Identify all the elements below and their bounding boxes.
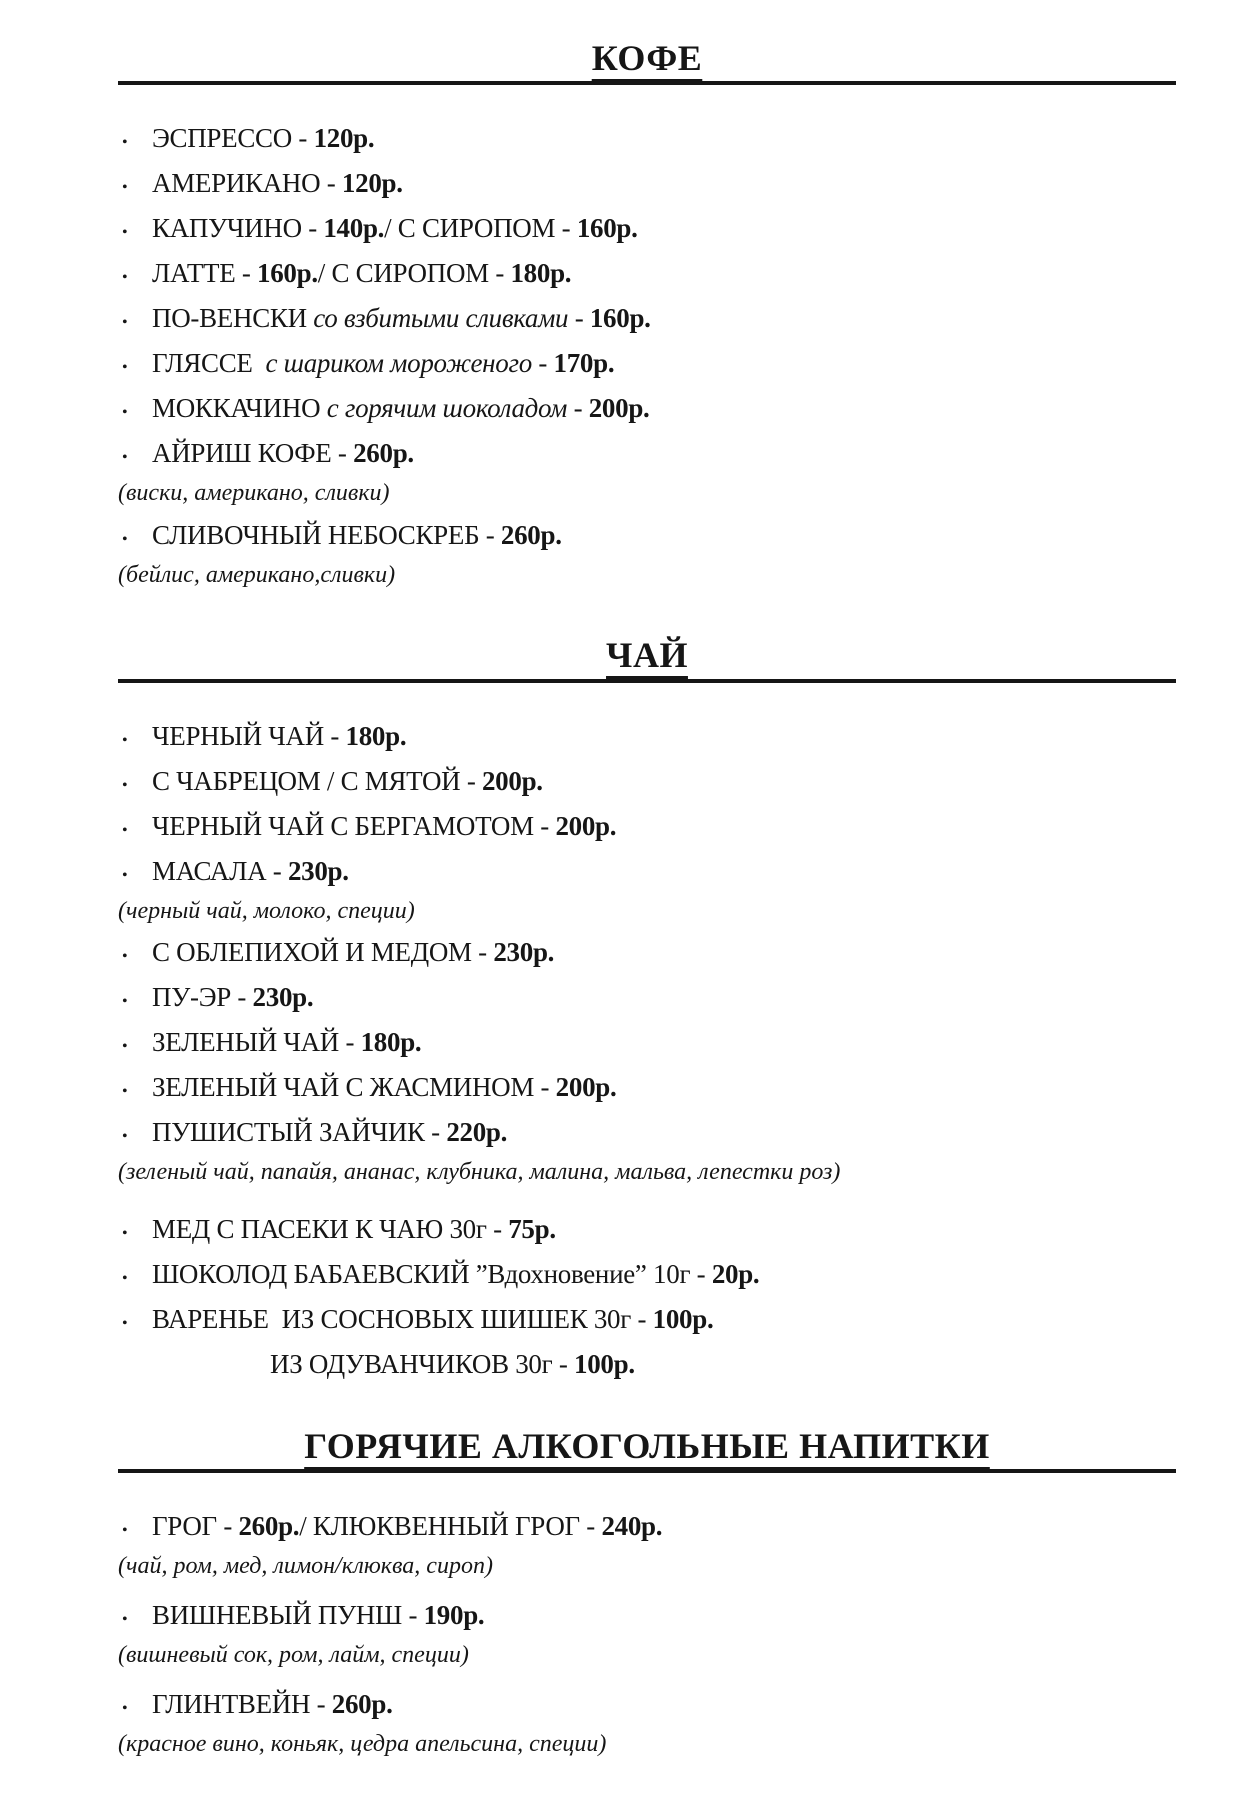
menu-section [118, 635, 1176, 1379]
menu-item-text [152, 1027, 421, 1057]
item-name-text: ПО-ВЕНСКИ [152, 303, 314, 334]
item-name-text: - [531, 348, 554, 379]
item-name-text: С ОБЛЕПИХОЙ И МЕДОМ - [152, 937, 494, 968]
price-text: 160р. [576, 213, 638, 244]
menu-item-note [118, 480, 1176, 507]
section-title: КОФЕ [591, 38, 703, 78]
menu-item-note [118, 1159, 1176, 1186]
section-heading [118, 38, 1176, 85]
item-name-text: КАПУЧИНО - [152, 213, 324, 244]
price-text: 180р. [360, 1027, 422, 1058]
menu-item-text [152, 1600, 484, 1630]
bullet-icon: • [122, 449, 128, 467]
ingredients-text: (вишневый сок, ром, лайм, специи) [118, 1641, 469, 1668]
section-title: ЧАЙ [606, 635, 688, 676]
price-text: 180р. [345, 720, 407, 751]
menu-section [118, 1426, 1176, 1758]
menu-item-text [152, 1259, 759, 1289]
menu-group [118, 1214, 1176, 1379]
bullet-icon: • [122, 1610, 128, 1628]
menu-item [118, 1511, 1176, 1544]
ingredients-text: (виски, американо, сливки) [118, 480, 390, 507]
ingredients-text: (бейлис, американо,сливки) [118, 562, 396, 589]
menu-item-text [152, 1511, 662, 1541]
menu-item-text [152, 721, 406, 751]
menu-item-text [152, 348, 614, 378]
menu-item-text [152, 438, 414, 468]
menu-item [118, 937, 1176, 970]
price-text: 230р. [493, 937, 555, 968]
menu-item [118, 213, 1176, 246]
section-title: ГОРЯЧИЕ АЛКОГОЛЬНЫЕ НАПИТКИ [304, 1425, 990, 1466]
item-name-text: / С СИРОПОМ - [384, 213, 577, 244]
bullet-icon: • [122, 134, 128, 152]
menu-group [118, 123, 1176, 589]
item-name-text: ЧЕРНЫЙ ЧАЙ С БЕРГАМОТОМ - [152, 810, 556, 841]
ingredients-text: (зеленый чай, папайя, ананас, клубника, малина, мальва, лепестки роз) [118, 1159, 841, 1186]
item-name-text: ЗЕЛЕНЫЙ ЧАЙ - [152, 1027, 361, 1058]
menu-item-text [152, 213, 638, 243]
item-name-text: ГЛИНТВЕЙН - [152, 1688, 332, 1719]
section-heading [118, 1426, 1176, 1473]
menu-group [118, 1689, 1176, 1758]
menu-item [118, 1259, 1176, 1292]
price-text: 260р. [331, 1688, 393, 1719]
bullet-icon: • [122, 314, 128, 332]
menu-item-text [152, 1689, 393, 1719]
item-name-text: - [567, 393, 589, 424]
price-text: 180р. [510, 258, 572, 289]
menu-group [118, 1600, 1176, 1669]
menu-item-text [152, 1072, 616, 1102]
menu-item-note [118, 898, 1176, 925]
price-text: 260р. [500, 520, 562, 551]
item-name-text: МАСАЛА - [152, 855, 288, 886]
bullet-icon: • [122, 404, 128, 422]
menu-item [118, 811, 1176, 844]
section-heading [118, 635, 1176, 682]
item-name-text: С ЧАБРЕЦОМ / С МЯТОЙ - [152, 765, 482, 796]
item-name-text: ВАРЕНЬЕ ИЗ СОСНОВЫХ ШИШЕК 30г - [152, 1304, 653, 1335]
item-name-text: ПУШИСТЫЙ ЗАЙЧИК - [152, 1117, 447, 1148]
menu-item [118, 1072, 1176, 1105]
item-name-text: ПУ-ЭР - [152, 982, 253, 1013]
price-text: 200р. [588, 393, 650, 424]
item-name-text: ИЗ ОДУВАНЧИКОВ 30г - [270, 1349, 575, 1380]
item-name-text: ЗЕЛЕНЫЙ ЧАЙ С ЖАСМИНОМ - [152, 1072, 556, 1103]
menu-item [118, 1214, 1176, 1247]
ingredients-text: (черный чай, молоко, специи) [118, 897, 415, 924]
ingredients-text: (чай, ром, мед, лимон/клюква, сироп) [118, 1552, 493, 1579]
price-text: 230р. [252, 982, 314, 1013]
menu-group [118, 1511, 1176, 1580]
price-text: 120р. [313, 123, 375, 154]
menu-group [118, 721, 1176, 1187]
menu-item [118, 1600, 1176, 1633]
menu-item [118, 438, 1176, 471]
price-text: 100р. [652, 1304, 714, 1335]
menu-item-text [152, 1214, 556, 1244]
bullet-icon: • [122, 1083, 128, 1101]
item-name-text: ЧЕРНЫЙ ЧАЙ - [152, 720, 346, 751]
price-text: 120р. [341, 168, 403, 199]
bullet-icon: • [122, 1270, 128, 1288]
bullet-icon: • [122, 269, 128, 287]
price-text: 160р. [589, 303, 651, 334]
bullet-icon: • [122, 821, 128, 839]
price-text: 260р. [238, 1510, 300, 1541]
menu-item [118, 766, 1176, 799]
menu-item-text [152, 520, 562, 550]
price-text: 75р. [508, 1214, 556, 1245]
menu-item-text [152, 1304, 713, 1334]
item-name-text: ЛАТТЕ - [152, 258, 258, 289]
price-text: 230р. [287, 855, 349, 886]
item-name-text: ШОКОЛОД БАБАЕВСКИЙ ”Вдохновение” 10г - [152, 1259, 712, 1290]
bullet-icon: • [122, 1521, 128, 1539]
menu-item-text [152, 937, 554, 967]
menu-item [118, 721, 1176, 754]
price-text: 260р. [353, 438, 414, 469]
menu-item [118, 520, 1176, 553]
menu-item-text [152, 303, 651, 333]
bullet-icon: • [122, 993, 128, 1011]
item-name-text: ЭСПРЕССО - [152, 123, 314, 154]
bullet-icon: • [122, 1699, 128, 1717]
menu-item-text [152, 856, 349, 886]
price-text: 200р. [555, 810, 617, 841]
bullet-icon: • [122, 1315, 128, 1333]
price-text: 140р. [323, 213, 385, 244]
price-text: 240р. [601, 1510, 663, 1541]
description-text: с горячим шоколадом [326, 393, 568, 424]
price-text: 170р. [553, 348, 615, 379]
menu-item [118, 348, 1176, 381]
bullet-icon: • [122, 359, 128, 377]
bullet-icon: • [122, 948, 128, 966]
bullet-icon: • [122, 731, 128, 749]
menu-item-text [152, 811, 616, 841]
menu-item [118, 982, 1176, 1015]
menu-item [118, 856, 1176, 889]
menu-item [118, 393, 1176, 426]
price-text: 220р. [446, 1117, 508, 1148]
item-name-text: / С СИРОПОМ - [317, 258, 511, 289]
menu-item [118, 303, 1176, 336]
bullet-icon: • [122, 224, 128, 242]
bullet-icon: • [122, 866, 128, 884]
menu-item [118, 258, 1176, 291]
item-name-text: МОККАЧИНО [152, 393, 327, 424]
menu-item-text [152, 123, 374, 153]
bullet-icon: • [122, 179, 128, 197]
price-text: 190р. [423, 1599, 485, 1630]
menu-item-text [270, 1349, 635, 1379]
item-name-text: / КЛЮКВЕННЫЙ ГРОГ - [299, 1510, 602, 1541]
bullet-icon: • [122, 531, 128, 549]
menu-item-continuation [118, 1349, 1176, 1379]
ingredients-text: (красное вино, коньяк, цедра апельсина, специи) [118, 1730, 607, 1757]
menu-item-text [152, 393, 650, 423]
price-text: 160р. [257, 258, 318, 289]
price-text: 100р. [574, 1349, 635, 1380]
item-name-text: АЙРИШ КОФЕ - [152, 438, 354, 469]
item-name-text: ГЛЯССЕ [152, 348, 266, 379]
price-text: 20р. [711, 1259, 760, 1290]
menu-item [118, 1117, 1176, 1150]
menu-item-text [152, 982, 313, 1012]
menu-item-text [152, 766, 543, 796]
bullet-icon: • [122, 776, 128, 794]
menu-item [118, 168, 1176, 201]
menu-item [118, 123, 1176, 156]
bullet-icon: • [122, 1225, 128, 1243]
description-text: со взбитыми сливками [313, 303, 569, 334]
menu-root [118, 38, 1176, 1758]
menu-item [118, 1027, 1176, 1060]
item-name-text: - [568, 303, 590, 334]
menu-item-text [152, 1117, 507, 1147]
menu-item [118, 1689, 1176, 1722]
menu-item [118, 1304, 1176, 1337]
menu-item-note [118, 1642, 1176, 1669]
item-name-text: СЛИВОЧНЫЙ НЕБОСКРЕБ - [152, 520, 501, 551]
menu-item-note [118, 1731, 1176, 1758]
menu-item-note [118, 1553, 1176, 1580]
item-name-text: ГРОГ - [152, 1510, 239, 1541]
menu-item-note [118, 562, 1176, 589]
price-text: 200р. [481, 765, 543, 796]
item-name-text: АМЕРИКАНО - [152, 168, 342, 199]
menu-section [118, 38, 1176, 589]
bullet-icon: • [122, 1128, 128, 1146]
item-name-text: МЕД С ПАСЕКИ К ЧАЮ 30г - [152, 1214, 509, 1245]
item-name-text: ВИШНЕВЫЙ ПУНШ - [152, 1599, 424, 1630]
bullet-icon: • [122, 1038, 128, 1056]
price-text: 200р. [555, 1072, 617, 1103]
menu-item-text [152, 168, 403, 198]
menu-item-text [152, 258, 571, 288]
description-text: с шариком мороженого [265, 348, 532, 379]
